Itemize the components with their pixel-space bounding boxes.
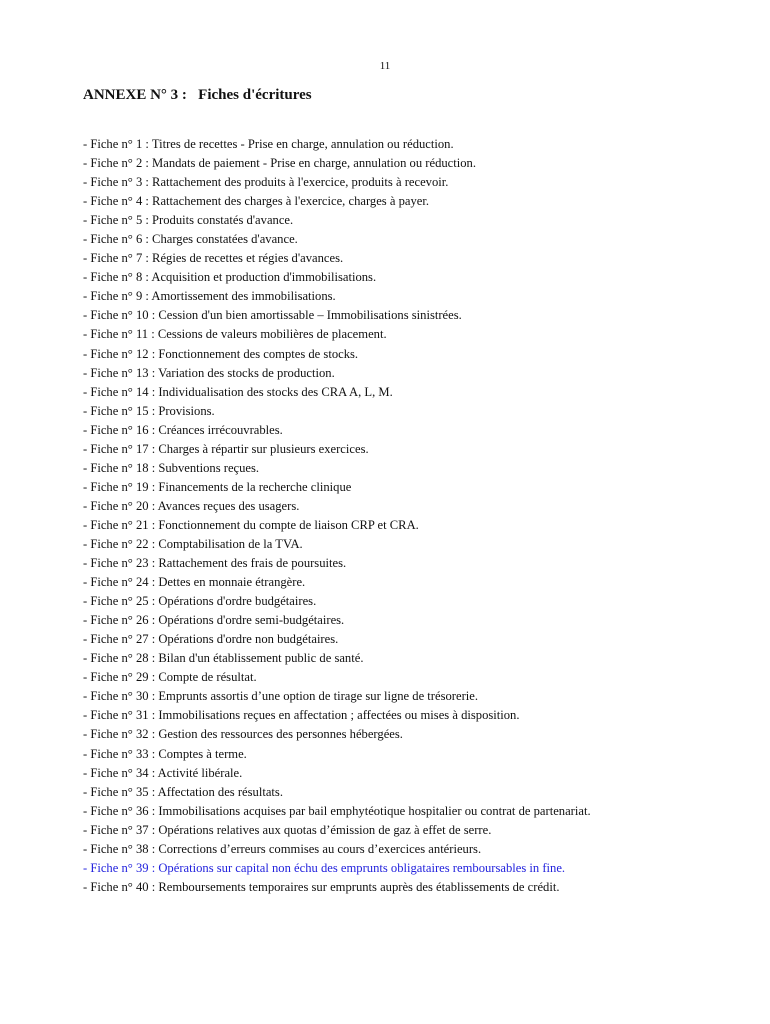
fiche-item: - Fiche n° 4 : Rattachement des charges à l'exercice, charges à payer. — [83, 194, 430, 209]
fiche-item: - Fiche n° 33 : Comptes à terme. — [83, 746, 247, 761]
page-title: ANNEXE N° 3 : Fiches d'écritures — [83, 87, 312, 103]
fiche-item: - Fiche n° 40 : Remboursements temporaires sur emprunts auprès des établissements de crédit. — [83, 879, 560, 894]
fiche-item: - Fiche n° 3 : Rattachement des produits à l'exercice, produits à recevoir. — [83, 175, 449, 190]
fiche-item: - Fiche n° 30 : Emprunts assortis d’une option de tirage sur ligne de trésorerie. — [83, 689, 478, 704]
fiche-item: - Fiche n° 11 : Cessions de valeurs mobilières de placement. — [83, 327, 387, 342]
fiche-item: - Fiche n° 10 : Cession d'un bien amortissable – Immobilisations sinistrées. — [83, 308, 462, 323]
fiche-item: - Fiche n° 20 : Avances reçues des usagers. — [83, 498, 300, 513]
fiche-link-item[interactable]: - Fiche n° 39 : Opérations sur capital non échu des emprunts obligataires remboursables in fine. — [83, 860, 566, 875]
fiche-item: - Fiche n° 27 : Opérations d'ordre non budgétaires. — [83, 632, 339, 647]
fiche-item: - Fiche n° 8 : Acquisition et production d'immobilisations. — [83, 270, 377, 285]
fiche-item: - Fiche n° 18 : Subventions reçues. — [83, 460, 260, 475]
fiche-item: - Fiche n° 23 : Rattachement des frais de poursuites. — [83, 556, 347, 571]
fiche-item: - Fiche n° 31 : Immobilisations reçues en affectation ; affectées ou mises à disposition. — [83, 708, 520, 723]
fiche-item: - Fiche n° 14 : Individualisation des stocks des CRA A, L, M. — [83, 384, 393, 399]
fiche-item: - Fiche n° 22 : Comptabilisation de la TVA. — [83, 536, 303, 551]
fiche-item: - Fiche n° 21 : Fonctionnement du compte de liaison CRP et CRA. — [83, 517, 419, 532]
fiche-item: - Fiche n° 6 : Charges constatées d'avance. — [83, 232, 298, 247]
fiche-item: - Fiche n° 25 : Opérations d'ordre budgétaires. — [83, 594, 317, 609]
fiche-item: - Fiche n° 13 : Variation des stocks de production. — [83, 365, 335, 380]
fiche-item: - Fiche n° 28 : Bilan d'un établissement public de santé. — [83, 651, 364, 666]
fiche-item: - Fiche n° 38 : Corrections d’erreurs commises au cours d’exercices antérieurs. — [83, 841, 482, 856]
fiche-item: - Fiche n° 16 : Créances irrécouvrables. — [83, 422, 283, 437]
fiche-item: - Fiche n° 12 : Fonctionnement des comptes de stocks. — [83, 346, 359, 361]
fiche-item: - Fiche n° 1 : Titres de recettes - Prise en charge, annulation ou réduction. — [83, 137, 454, 151]
fiche-item: - Fiche n° 35 : Affectation des résultats. — [83, 784, 283, 799]
fiche-item: - Fiche n° 15 : Provisions. — [83, 403, 215, 418]
page-number: 11 — [379, 60, 391, 72]
fiche-item: - Fiche n° 9 : Amortissement des immobilisations. — [83, 289, 336, 304]
fiche-item: - Fiche n° 36 : Immobilisations acquises par bail emphytéotique hospitalier ou contrat de partenariat. — [83, 803, 591, 818]
fiche-list — [83, 135, 591, 897]
fiche-item: - Fiche n° 2 : Mandats de paiement - Prise en charge, annulation ou réduction. — [83, 156, 477, 171]
fiche-item: - Fiche n° 37 : Opérations relatives aux quotas d’émission de gaz à effet de serre. — [83, 822, 492, 837]
fiche-item: - Fiche n° 19 : Financements de la recherche clinique — [83, 479, 352, 494]
fiche-item: - Fiche n° 34 : Activité libérale. — [83, 765, 243, 780]
fiche-item: - Fiche n° 5 : Produits constatés d'avance. — [83, 213, 294, 228]
fiche-item: - Fiche n° 7 : Régies de recettes et régies d'avances. — [83, 251, 344, 266]
fiche-item: - Fiche n° 24 : Dettes en monnaie étrangère. — [83, 575, 306, 590]
fiche-item: - Fiche n° 17 : Charges à répartir sur plusieurs exercices. — [83, 441, 369, 456]
fiche-item: - Fiche n° 32 : Gestion des ressources des personnes hébergées. — [83, 727, 403, 742]
fiche-item: - Fiche n° 29 : Compte de résultat. — [83, 670, 257, 685]
fiche-item: - Fiche n° 26 : Opérations d'ordre semi-budgétaires. — [83, 613, 345, 628]
